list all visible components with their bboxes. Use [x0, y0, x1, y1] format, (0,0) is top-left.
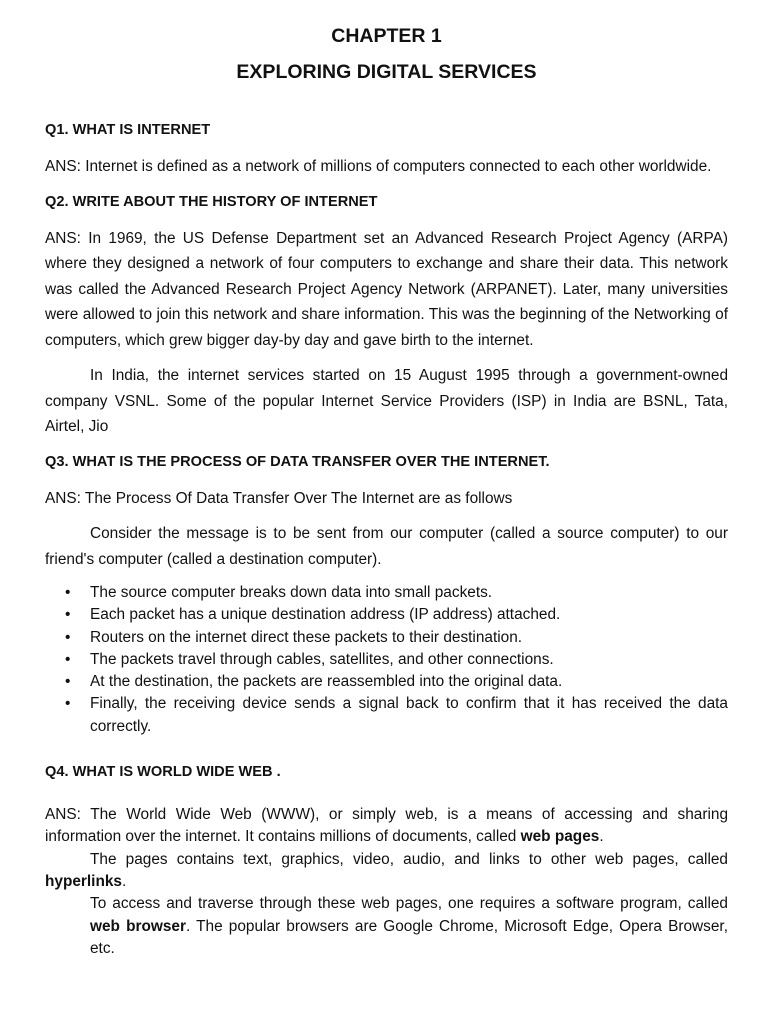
- question-1-section: [45, 118, 728, 180]
- answer-4-paragraph-3: To access and traverse through these web pages, one requires a software program, called web browser. The popular browsers are Google Chrome, Microsoft Edge, Opera Browser, etc.: [90, 895, 728, 957]
- list-item: • The source computer breaks down data into small packets.: [90, 582, 728, 604]
- document-page: [45, 18, 728, 960]
- answer-2-paragraph-2: In India, the internet services started on 15 August 1995 through a government-owned company VSNL. Some of the popular Internet Service Providers (ISP) in India are BSNL, Tata, Airtel, Jio: [45, 367, 728, 435]
- bullet-icon: •: [65, 673, 71, 691]
- question-3-section: [45, 450, 728, 739]
- list-item: • At the destination, the packets are reassembled into the original data.: [90, 671, 728, 693]
- web-browser-term: web browser: [90, 917, 186, 935]
- answer-1-text: ANS: Internet is defined as a network of millions of computers connected to each other worldwide.: [45, 158, 712, 175]
- question-3-heading: Q3. WHAT IS THE PROCESS OF DATA TRANSFER OVER THE INTERNET.: [45, 453, 550, 470]
- bullet-icon: •: [65, 628, 71, 646]
- list-item: • Routers on the internet direct these packets to their destination.: [90, 627, 728, 649]
- question-1-heading: Q1. WHAT IS INTERNET: [45, 122, 211, 138]
- web-pages-term: web pages: [520, 828, 600, 846]
- chapter-title: EXPLORING DIGITAL SERVICES: [236, 61, 537, 83]
- question-4-section: [45, 760, 728, 960]
- answer-3-text: ANS: The Process Of Data Transfer Over The Internet are as follows: [45, 489, 513, 507]
- question-4-heading: Q4. WHAT IS WORLD WIDE WEB .: [45, 764, 281, 781]
- answer-2-text: ANS: In 1969, the US Defense Department set an Advanced Research Project Agency (ARPA) where they designed a network of four computers to exchange and share their data. This network was called the Advanced Research Project Agency Network (ARPANET). Later, many universities were allowed to join this network and share information. This was the beginning of the Networking of computers, which grew bigger day-by day and gave birth to the internet.: [45, 229, 728, 349]
- bullet-icon: •: [65, 584, 71, 601]
- chapter-heading: CHAPTER 1: [331, 25, 442, 47]
- answer-4-paragraph-2: The pages contains text, graphics, video, audio, and links to other web pages, called hyperlinks.: [45, 850, 728, 890]
- list-item: • The packets travel through cables, satellites, and other connections.: [90, 649, 728, 671]
- bullet-icon: •: [65, 695, 71, 713]
- answer-4-text: ANS: The World Wide Web (WWW), or simply web, is a means of accessing and sharing information over the internet. It contains millions of documents, called web pages.: [45, 806, 728, 846]
- question-2-section: [45, 190, 728, 440]
- answer-3-paragraph-2: Consider the message is to be sent from our computer (called a source computer) to our friend's computer (called a destination computer).: [45, 525, 728, 568]
- bullet-icon: •: [65, 606, 71, 624]
- hyperlinks-term: hyperlinks: [45, 872, 122, 890]
- list-item: • Finally, the receiving device sends a signal back to confirm that it has received the data correctly.: [65, 695, 728, 735]
- data-transfer-steps-list: [45, 582, 728, 738]
- question-2-heading: Q2. WRITE ABOUT THE HISTORY OF INTERNET: [45, 193, 378, 210]
- bullet-icon: •: [65, 650, 71, 668]
- list-item: • Each packet has a unique destination address (IP address) attached.: [90, 604, 728, 626]
